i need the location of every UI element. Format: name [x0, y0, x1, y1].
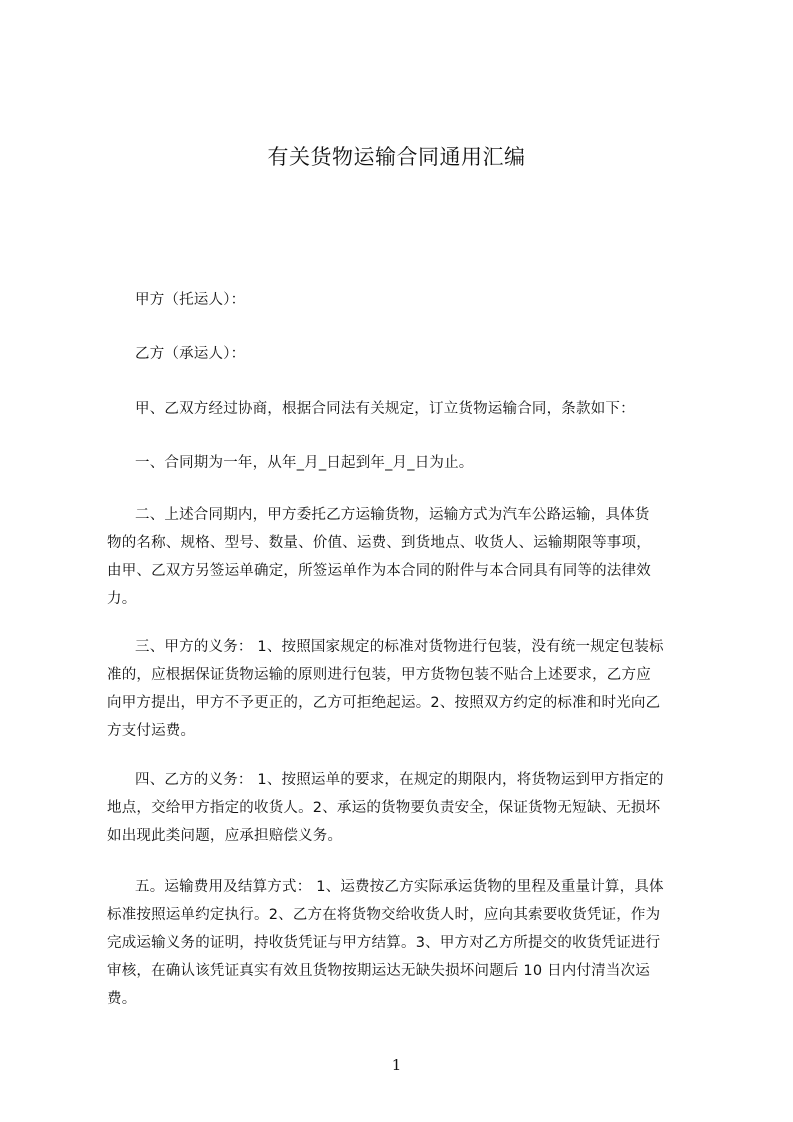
clause-2-line: 物的名称、规格、型号、数量、价值、运费、到货地点、收货人、运输期限等事项，	[107, 535, 651, 551]
clause-2-line: 由甲、乙双方另签运单确定，所签运单作为本合同的附件与本合同具有同等的法律效	[107, 563, 651, 579]
clause-3-line: 方支付运费。	[107, 723, 196, 739]
clause-3-line: 向甲方提出，甲方不予更正的，乙方可拒绝起运。2、按照双方约定的标准和时光向乙	[107, 695, 661, 711]
clause-3-line: 三、甲方的义务： 1、按照国家规定的标准对货物进行包装，没有统一规定包装标	[135, 639, 664, 655]
document-title: 有关货物运输合同通用汇编	[267, 145, 526, 169]
clause-5-line: 费。	[107, 991, 137, 1007]
clause-2-line: 力。	[107, 591, 137, 607]
clause-4-paragraph	[107, 766, 707, 850]
clause-1-paragraph: 一、合同期为一年，从年_月_日起到年_月_日为止。	[135, 455, 474, 471]
clause-2-paragraph	[107, 501, 707, 613]
clause-2-line: 二、上述合同期内，甲方委托乙方运输货物，运输方式为汽车公路运输，具体货	[135, 507, 650, 523]
clause-5-line: 标准按照运单约定执行。2、乙方在将货物交给收货人时，应向其索要收货凭证，作为	[107, 907, 661, 923]
clause-4-line: 如出现此类问题，应承担赔偿义务。	[107, 828, 343, 844]
clause-5-line: 审核，在确认该凭证真实有效且货物按期运达无缺失损坏问题后 10 日内付清当次运	[107, 963, 650, 979]
intro-paragraph: 甲、乙双方经过协商，根据合同法有关规定，订立货物运输合同，条款如下：	[135, 401, 635, 417]
clause-5-line: 完成运输义务的证明，持收货凭证与甲方结算。3、甲方对乙方所提交的收货凭证进行	[107, 935, 661, 951]
clause-3-paragraph	[107, 633, 707, 745]
page-number: 1	[391, 1056, 402, 1074]
clause-4-line: 地点，交给甲方指定的收货人。2、承运的货物要负责安全，保证货物无短缺、无损坏	[107, 800, 661, 816]
clause-4-line: 四、乙方的义务： 1、按照运单的要求，在规定的期限内，将货物运到甲方指定的	[135, 772, 664, 788]
party-b-line: 乙方（承运人）：	[135, 346, 246, 362]
party-a-line: 甲方（托运人）：	[135, 292, 246, 308]
clause-3-line: 准的，应根据保证货物运输的原则进行包装，甲方货物包装不贴合上述要求，乙方应	[107, 667, 651, 683]
clause-5-paragraph	[107, 873, 707, 1013]
clause-5-line: 五。运输费用及结算方式： 1、运费按乙方实际承运货物的里程及重量计算，具体	[135, 879, 664, 895]
